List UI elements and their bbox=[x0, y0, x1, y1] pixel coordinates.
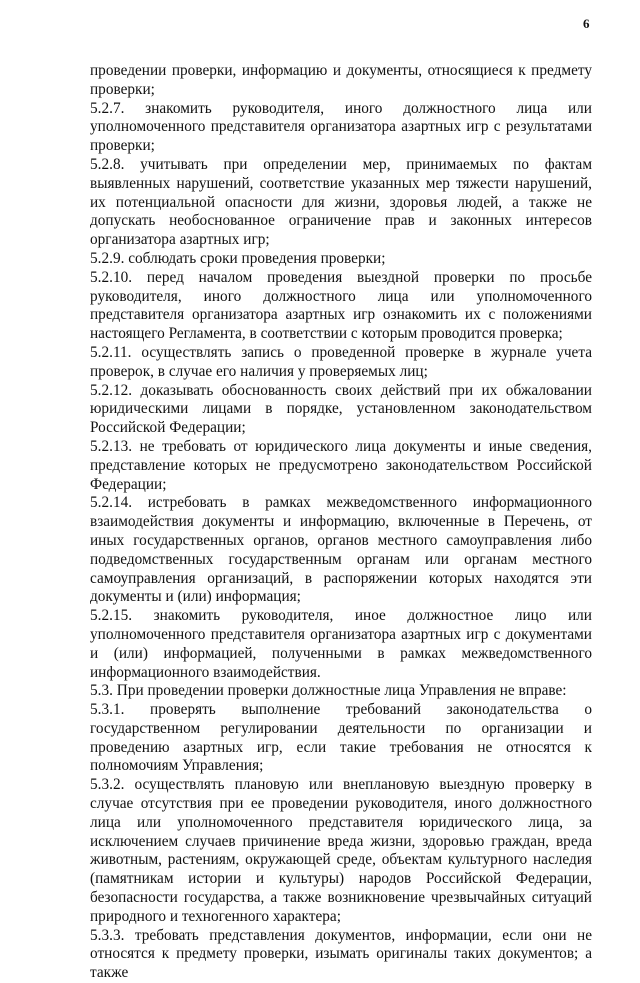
paragraph-5-2-9: 5.2.9. соблюдать сроки проведения проверки; bbox=[90, 249, 386, 267]
paragraph-5-2-15: 5.2.15. знакомить руководителя, иное должностное лицо или уполномоченного представителя организатора азартных игр с документами и (или) информацией, полученными в рамках межведомственного информационного взаимодействия. bbox=[90, 607, 592, 681]
paragraph-5-3-2: 5.3.2. осуществлять плановую или внеплановую выездную проверку в случае отсутствия при ее проведении руководителя, иного должностного лица или уполномоченного представителя юридического лица, за исключением случаев причинение вреда жизни, здоровью граждан, вреда животным, растениям, окружающей среде, объектам культурного наследия (памятникам истории и культуры) народов Российской Федерации, безопасности государства, а также возникновение чрезвычайных ситуаций природного и техногенного характера; bbox=[90, 776, 592, 925]
paragraph-5-2-10: 5.2.10. перед началом проведения выездной проверки по просьбе руководителя, иного должностного лица или уполномоченного представителя организатора азартных игр ознакомить их с положениями настоящего Регламента, в соответствии с которым проводится проверка; bbox=[90, 268, 592, 343]
paragraph-5-2-11: 5.2.11. осуществлять запись о проведенной проверке в журнале учета проверок, в случае его наличия у проверяемых лиц; bbox=[90, 343, 592, 380]
paragraph-5-3-3: 5.3.3. требовать представления документов, информации, если они не относятся к предмету проверки, изымать оригиналы таких документов; а также bbox=[90, 926, 592, 982]
paragraph-5-2-12: 5.2.12. доказывать обоснованность своих действий при их обжаловании юридическими лицами в порядке, установленном законодательством Российской Федерации; bbox=[90, 381, 592, 437]
paragraph-5-2-14: 5.2.14. истребовать в рамках межведомственного информационного взаимодействия документы и информацию, включенные в Перечень, от иных государственных органов, органов местного самоуправления либо подведомственных государственным органам или органам местного самоуправления организаций, в распоряжении которых находятся эти документы и (или) информация; bbox=[90, 494, 592, 606]
paragraph-5-2-13: 5.2.13. не требовать от юридического лица документы и иные сведения, представление которых не предусмотрено законодательством Российской Федерации; bbox=[90, 437, 592, 493]
paragraph-5-2-8: 5.2.8. учитывать при определении мер, принимаемых по фактам выявленных нарушений, соответствие указанных мер тяжести нарушений, их потенциальной опасности для жизни, здоровья людей, а также не допускать необоснованное ограничение прав и законных интересов организатора азартных игр; bbox=[90, 155, 592, 249]
page-number: 6 bbox=[583, 16, 590, 31]
document-body bbox=[90, 62, 592, 983]
paragraph-5-2-7: 5.2.7. знакомить руководителя, иного должностного лица или уполномоченного представителя организатора азартных игр с результатами проверки; bbox=[90, 99, 592, 155]
paragraph-5-3-1: 5.3.1. проверять выполнение требований законодательства о государственном регулировании деятельности по организации и проведению азартных игр, если такие требования не относятся к полномочиям Управления; bbox=[90, 701, 592, 775]
paragraph-continuation: проведении проверки, информацию и документы, относящиеся к предмету проверки; bbox=[90, 62, 592, 98]
paragraph-5-3: 5.3. При проведении проверки должностные лица Управления не вправе: bbox=[90, 682, 567, 700]
